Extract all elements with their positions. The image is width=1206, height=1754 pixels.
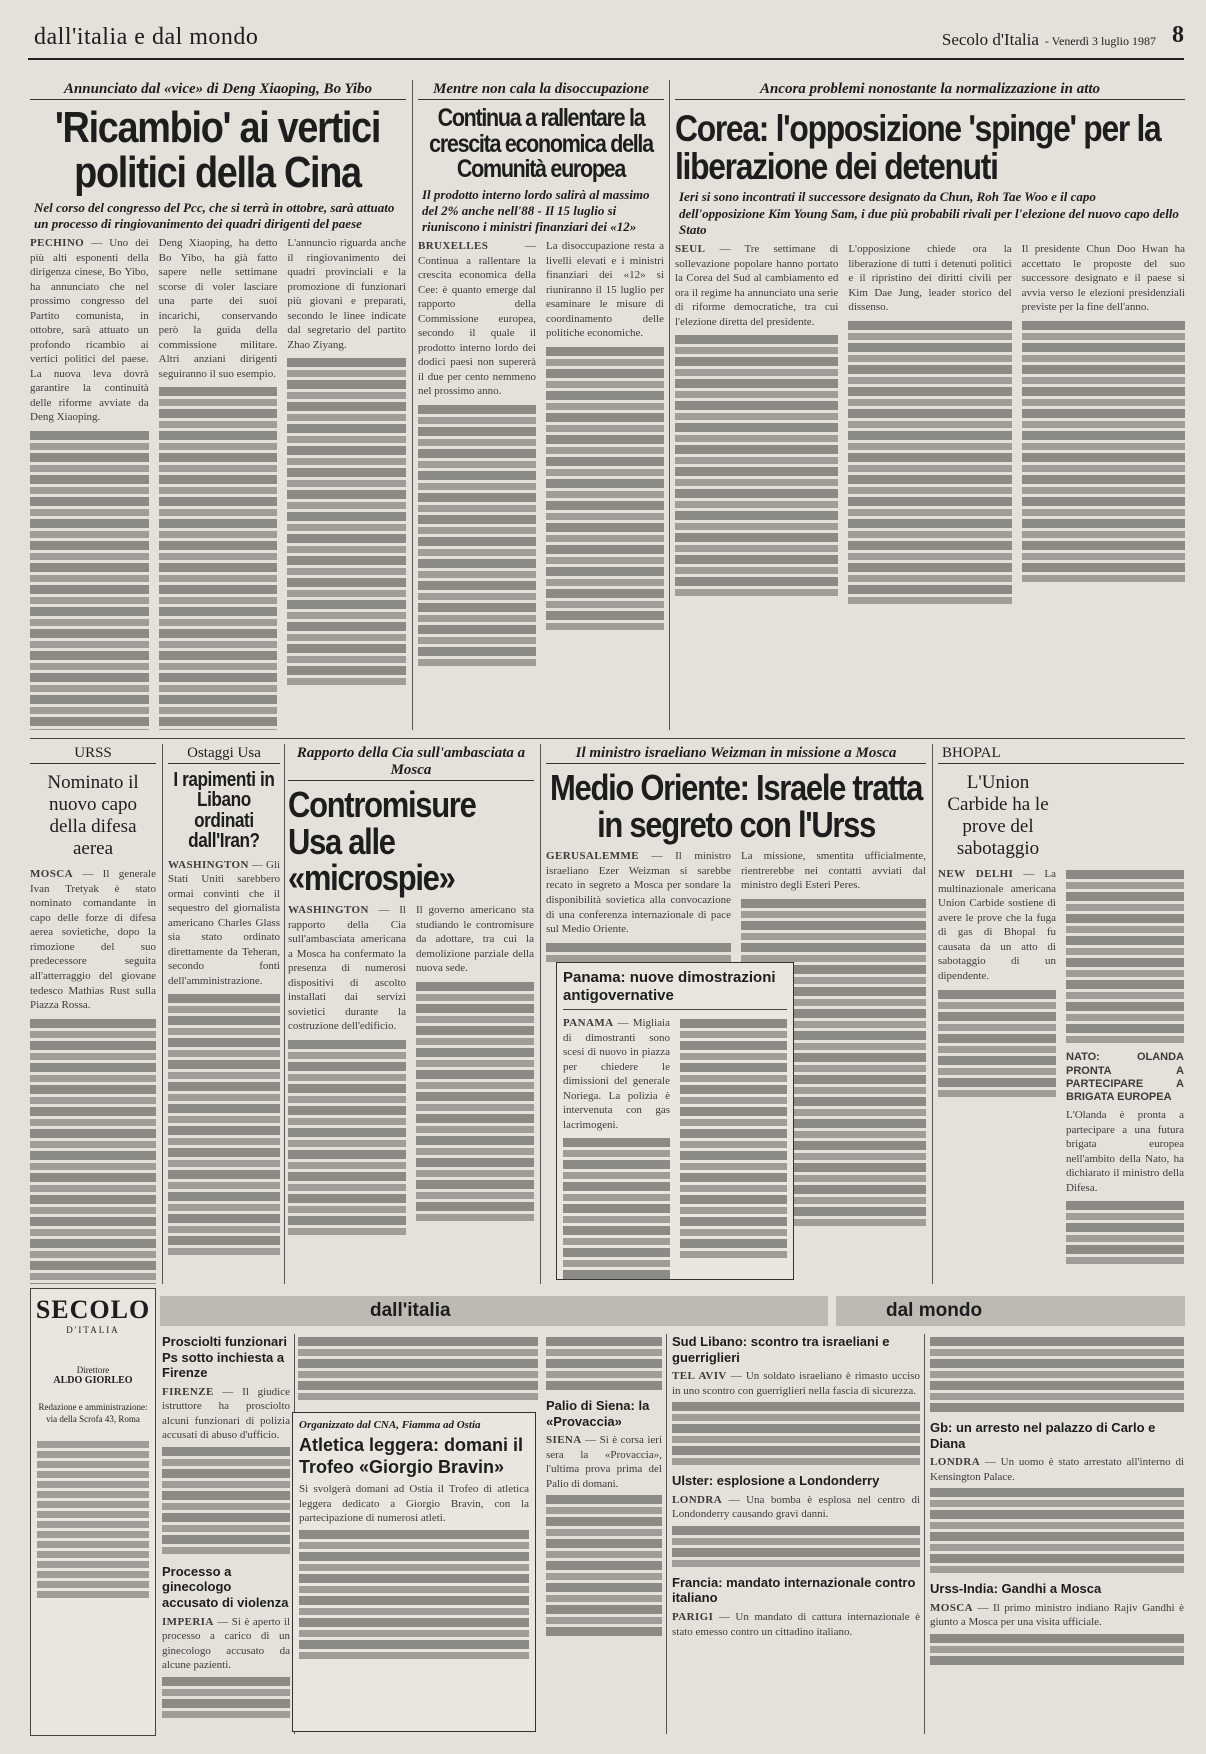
- article-kicker: Annunciato dal «vice» di Deng Xiaoping, Bo Yibo: [30, 80, 406, 100]
- news-dateline: IMPERIA: [162, 1615, 214, 1628]
- mondo-news-column-1: Sud Libano: scontro tra israeliani e guerriglieri TEL AVIV — Un soldato israeliano è rimasto ucciso in uno scontro con guerriglieri nella fascia di sicurezza. Ulster: esplosione a Londonderry LONDRA — Una bomba è esplosa nel centro di Londonderry causando gravi danni. Francia: mandato internazionale contro italiano PARIGI — Un mandato di cattura internazionale è stato emesso contro un cittadino italiano.: [672, 1334, 920, 1638]
- article-headline: L'Union Carbide ha le prove del sabotaggio: [947, 772, 1049, 859]
- article-cia: Rapporto della Cia sull'ambasciata a Mosca Contromisure Usa alle «microspie» WASHINGTON — Il rapporto della Cia sull'ambasciata americana a Mosca ha confermato la presenza di numerosi dispositivi di ascolto installati dai servizi sovietici durante la costruzione dell'edificio. Il governo americano sta studiando le contromisure da adottare, tra cui la demolizione parziale della nuova sede.: [288, 744, 534, 1284]
- article-deck: Ieri si sono incontrati il successore designato da Chun, Roh Tae Woo e il capo dell'opposizione Kim Young Sam, i due più probabili rivali per l'elezione del nuovo capo dello Stato: [679, 189, 1179, 237]
- news-paragraph: Un mandato di cattura internazionale è stato emesso contro un cittadino italiano.: [672, 1611, 920, 1638]
- article-libano: Ostaggi Usa I rapimenti in Libano ordinati dall'Iran? WASHINGTON — Gli Stati Uniti sarebbero ormai convinti che il sequestro del giornalista americano Charles Glass sia stato ordinato direttamente da Teheran, secondo fonti dell'amministrazione.: [168, 744, 280, 1284]
- article-paragraph: Il generale Ivan Tretyak è stato nominato comandante in capo delle forze di difesa aerea sovietiche, dopo la rimozione del suo predecessore seguita all'atterraggio del giovane tedesco Mathias Rust sulla Piazza Rossa.: [30, 868, 156, 1012]
- article-headline: 'Ricambio' ai vertici politici della Cina: [54, 103, 381, 197]
- article-paragraph: Si è corsa ieri sera la «Provaccia», l'ultima prova prima del Palio di domani.: [546, 1434, 662, 1490]
- article-paragraph: Il rapporto della Cia sull'ambasciata americana a Mosca ha confermato la presenza di numerosi dispositivi di ascolto installati dai servizi sovietici durante la costruzione dell'edificio.: [288, 904, 406, 1033]
- page-number: 8: [1172, 22, 1184, 48]
- paper-title: Secolo d'Italia: [941, 30, 1039, 49]
- news-headline: Sud Libano: scontro tra israeliani e guerriglieri: [672, 1334, 890, 1365]
- article-dateline: BRUXELLES: [418, 240, 489, 253]
- article-paragraph: L'annuncio riguarda anche il ringiovanimento dei quadri provinciali e la promozione di funzionari più giovani e preparati, secondo le linee indicate dal segretario del partito Zhao Ziyang.: [287, 237, 406, 351]
- article-kicker: Il ministro israeliano Weizman in missione a Mosca: [546, 744, 926, 764]
- article-dateline: WASHINGTON: [168, 858, 249, 871]
- news-paragraph: Il primo ministro indiano Rajiv Gandhi è giunto a Mosca per una visita ufficiale.: [930, 1601, 1184, 1629]
- article-paragraph: L'Olanda è pronta a partecipare a una futura brigata europea nell'ambito della Nato, ha dichiarato il ministro della Difesa.: [1066, 1109, 1184, 1194]
- article-dateline: WASHINGTON: [288, 904, 369, 917]
- article-paragraph: Il ministro israeliano Ezer Weizman si sarebbe recato in segreto a Mosca per sondare la disponibilità sovietica alla convocazione di una conferenza internazionale di pace sul Medio Oriente.: [546, 850, 732, 936]
- article-deck: Il prodotto interno lordo salirà al massimo del 2% anche nell'88 - Il 15 luglio si riuniscono i ministri finanziari dei «12»: [422, 186, 650, 234]
- article-headline: Continua a rallentare la crescita economica della Comunità europea: [429, 104, 653, 183]
- news-dateline: FIRENZE: [162, 1385, 214, 1398]
- article-paragraph: La missione, smentita ufficialmente, rientrerebbe nei contatti avviati dal ministro degli Esteri Peres.: [741, 850, 926, 892]
- band-mondo: [836, 1296, 1185, 1326]
- director-label: Direttore: [76, 1365, 110, 1375]
- article-dateline: SIENA: [546, 1434, 582, 1447]
- article-kicker: URSS: [30, 744, 156, 764]
- editorial-address: Redazione e amministrazione: via della Scrofa 43, Roma: [38, 1402, 148, 1424]
- secolo-logo-subtitle: D'ITALIA: [66, 1325, 120, 1335]
- article-headline: Palio di Siena: la «Provaccia»: [546, 1398, 650, 1429]
- news-dateline: MOSCA: [930, 1601, 973, 1614]
- article-headline: Nominato il nuovo capo della difesa aerea: [47, 772, 139, 859]
- news-headline: Processo a ginecologo accusato di violenza: [162, 1563, 289, 1611]
- news-headline: Francia: mandato internazionale contro italiano: [672, 1574, 916, 1606]
- news-dateline: LONDRA: [672, 1493, 723, 1506]
- article-paragraph: L'opposizione chiede ora la liberazione di tutti i detenuti politici e il ripristino dei diritti civili per Kim Dae Jung, leader storico del dissenso.: [848, 243, 1012, 314]
- news-paragraph: Il giudice istruttore ha prosciolto alcuni funzionari di polizia accusati di abuso d'ufficio.: [162, 1385, 290, 1442]
- article-headline: Atletica leggera: domani il Trofeo «Giorgio Bravin»: [299, 1435, 524, 1477]
- band-italia-label: dall'italia: [370, 1300, 451, 1321]
- article-headline: I rapimenti in Libano ordinati dall'Iran?: [173, 769, 275, 853]
- article-dateline: MOSCA: [30, 868, 73, 881]
- article-paragraph: Deng Xiaoping, ha detto Bo Yibo, ha già fatto sapere nelle settimane scorse di voler lasciare una parte dei suoi incarichi, conservando però la guida della commissione militare. Altri anziani dirigenti seguiranno il suo esempio.: [158, 237, 278, 380]
- news-dateline: TEL AVIV: [672, 1370, 727, 1383]
- article-urss: URSS Nominato il nuovo capo della difesa aerea MOSCA — Il generale Ivan Tretyak è stato nominato comandante in capo delle forze di difesa aerea sovietiche, dopo la rimozione del suo predecessore seguita all'atterraggio del giovane tedesco Mathias Rust sulla Piazza Rossa.: [30, 744, 156, 1284]
- article-paragraph: La multinazionale americana Union Carbide sostiene di avere le prove che la fuga di gas di Bhopal fu causata da un atto di sabotaggio di un dipendente.: [938, 868, 1057, 982]
- band-mondo-label: dal mondo: [886, 1300, 983, 1321]
- article-paragraph: Tre settimane di sollevazione popolare hanno portato la Corea del Sud al cambiamento ed ora il regime ha annunciato una serie di riforme democratiche, tra cui l'elezione diretta del presidente.: [675, 243, 839, 328]
- italia-news-column: Prosciolti funzionari Ps sotto inchiesta a Firenze FIRENZE — Il giudice istruttore ha prosciolto alcuni funzionari di polizia accusati di abuso d'ufficio. Processo a ginecologo accusato di violenza IMPERIA — Si è aperto il processo a carico di un ginecologo accusato da alcune pazienti.: [162, 1334, 290, 1734]
- article-kicker: Ostaggi Usa: [168, 744, 280, 764]
- article-paragraph: Gli Stati Uniti sarebbero ormai convinti che il sequestro del giornalista americano Charles Glass sia stato ordinato direttamente da Teheran, secondo fonti dell'amministrazione.: [168, 858, 280, 987]
- article-korea: Ancora problemi nonostante la normalizzazione in atto Corea: l'opposizione 'spinge' per la liberazione dei detenuti Ieri si sono incontrati il successore designato da Chun, Roh Tae Woo e il capo dell'opposizione Kim Young Sam, i due più probabili rivali per l'elezione del nuovo capo dello Stato SEUL — Tre settimane di sollevazione popolare hanno portato la Corea del Sud al cambiamento ed ora il regime ha annunciato una serie di riforme democratiche, tra cui l'elezione diretta del presidente. L'opposizione chiede ora la liberazione di tutti i detenuti politici e il ripristino dei diritti civili per Kim Dae Jung, leader storico del dissenso. Il presidente Chun Doo Hwan ha accettato le proposte del suo successore designato e il paese si avvia verso le elezioni presidenziali previste per la fine dell'anno.: [675, 80, 1185, 730]
- article-kicker: Mentre non cala la disoccupazione: [418, 80, 664, 100]
- news-headline: Ulster: esplosione a Londonderry: [672, 1473, 880, 1489]
- italia-continued-text: [298, 1334, 538, 1410]
- article-paragraph: Il governo americano sta studiando le contromisure da adottare, tra cui la demolizione parziale della nuova sede.: [416, 904, 534, 975]
- article-dateline: NEW DELHI: [938, 868, 1014, 881]
- news-paragraph: Un uomo è stato arrestato all'interno di Kensington Palace.: [930, 1456, 1184, 1483]
- secolo-box: [30, 1288, 156, 1736]
- article-paragraph: La disoccupazione resta a livelli elevati e i ministri finanziari dei «12» si riuniranno il 15 luglio per esaminare le misure di coordinamento delle politiche economiche.: [546, 240, 664, 340]
- news-dateline: PARIGI: [672, 1611, 714, 1624]
- article-headline: Contromisure Usa alle «microspie»: [288, 784, 476, 899]
- article-paragraph: Uno dei più alti esponenti della dirigenza cinese, Bo Yibo, ha annunciato che nel prossimo congresso del Partito comunista, in ottobre, sarà attuato un profondo ricambio ai vertici politici del paese. La nuova leva dovrà garantire la continuità delle riforme avviate da Deng Xiaoping.: [30, 237, 149, 424]
- news-paragraph: Un soldato israeliano è rimasto ucciso in uno scontro con guerriglieri nella fascia di sicurezza.: [672, 1370, 920, 1397]
- news-headline: Prosciolti funzionari Ps sotto inchiesta a Firenze: [162, 1334, 287, 1381]
- news-dateline: LONDRA: [930, 1456, 981, 1469]
- secolo-logo: SECOLO: [35, 1295, 151, 1324]
- article-kicker: Organizzato dal CNA, Fiamma ad Ostia: [299, 1419, 481, 1431]
- article-siena: Palio di Siena: la «Provaccia» SIENA — Si è corsa ieri sera la «Provaccia», l'ultima prova prima del Palio di domani.: [546, 1334, 662, 1734]
- article-bhopal: BHOPAL L'Union Carbide ha le prove del sabotaggio NEW DELHI — La multinazionale americana Union Carbide sostiene di avere le prove che la fuga di gas di Bhopal fu causata da un atto di sabotaggio di un dipendente. NATO: OLANDA PRONTA A PARTECIPARE A BRIGATA EUROPEA L'Olanda è pronta a partecipare a una futura brigata europea nell'ambito della Nato, ha dichiarato il ministro della Difesa.: [938, 744, 1184, 1284]
- article-cee: Mentre non cala la disoccupazione Continua a rallentare la crescita economica della Comunità europea Il prodotto interno lordo salirà al massimo del 2% anche nell'88 - Il 15 luglio si riuniscono i ministri finanziari dei «12» BRUXELLES — Continua a rallentare la crescita economica della Cee: è quanto emerge dal rapporto della Commissione europea, secondo il quale il prodotto interno lordo dei dodici paesi non supererà il due per cento nemmeno nel prossimo anno. La disoccupazione resta a livelli elevati e i ministri finanziari dei «12» si riuniranno il 15 luglio per esaminare le misure di coordinamento delle politiche economiche.: [418, 80, 664, 730]
- article-headline: Medio Oriente: Israele tratta in segreto con l'Urss: [550, 767, 923, 845]
- article-deck: Nel corso del congresso del Pcc, che si terrà in ottobre, sarà attuato un processo di ringiovanimento dei quadri dirigenti del paese: [34, 199, 395, 231]
- director-name: ALDO GIORLEO: [53, 1375, 133, 1386]
- article-dateline: SEUL: [675, 243, 706, 256]
- article-paragraph: Migliaia di dimostranti sono scesi di nuovo in piazza per chiedere le dimissioni del generale Noriega. La polizia è intervenuta con gas lacrimogeni.: [563, 1017, 670, 1131]
- article-dateline: PANAMA: [563, 1017, 614, 1029]
- article-headline: NATO: OLANDA PRONTA A PARTECIPARE A BRIGATA EUROPEA: [1066, 1051, 1184, 1103]
- article-paragraph: Continua a rallentare la crescita economica della Cee: è quanto emerge dal rapporto della Commissione europea, secondo il quale il prodotto interno lordo dei dodici paesi non supererà il due per cento nemmeno nel prossimo anno.: [418, 254, 536, 398]
- article-panama: Panama: nuove dimostrazioni antigovernative PANAMA — Migliaia di dimostranti sono scesi di nuovo in piazza per chiedere le dimissioni del generale Noriega. La polizia è intervenuta con gas lacrimogeni.: [556, 962, 794, 1280]
- news-paragraph: Si è aperto il processo a carico di un ginecologo accusato da alcune pazienti.: [162, 1615, 290, 1672]
- mondo-news-column-2: Gb: un arresto nel palazzo di Carlo e Diana LONDRA — Un uomo è stato arrestato all'interno di Kensington Palace. Urss-India: Gandhi a Mosca MOSCA — Il primo ministro indiano Rajiv Gandhi è giunto a Mosca per una visita ufficiale.: [930, 1334, 1184, 1734]
- article-kicker: Ancora problemi nonostante la normalizzazione in atto: [675, 80, 1185, 100]
- article-headline: Panama: nuove dimostrazioni antigovernative: [563, 969, 787, 1010]
- article-paragraph: Il presidente Chun Doo Hwan ha accettato le proposte del suo successore designato e il paese si avvia verso le elezioni presidenziali previste per la fine dell'anno.: [1021, 243, 1185, 314]
- news-paragraph: Una bomba è esplosa nel centro di Londonderry causando gravi danni.: [672, 1493, 920, 1521]
- section-title: dall'italia e dal mondo: [34, 24, 259, 50]
- article-israele: Il ministro israeliano Weizman in missione a Mosca Medio Oriente: Israele tratta in segreto con l'Urss GERUSALEMME — Il ministro israeliano Ezer Weizman si sarebbe recato in segreto a Mosca per sondare la disponibilità sovietica alla convocazione di una conferenza internazionale di pace sul Medio Oriente. La missione, smentita ufficialmente, rientrerebbe nei contatti avviati dal ministro degli Esteri Peres.: [546, 744, 926, 1284]
- article-kicker: BHOPAL: [938, 744, 1184, 764]
- band-italia: [160, 1296, 828, 1326]
- article-dateline: PECHINO: [30, 237, 85, 250]
- news-headline: Urss-India: Gandhi a Mosca: [930, 1581, 1102, 1597]
- article-dateline: GERUSALEMME: [546, 850, 640, 863]
- article-headline: Corea: l'opposizione 'spinge' per la liberazione dei detenuti: [675, 108, 1161, 187]
- article-kicker: Rapporto della Cia sull'ambasciata a Mosca: [288, 744, 534, 781]
- article-atletica: [292, 1412, 536, 1732]
- article-paragraph: Si svolgerà domani ad Ostia il Trofeo di atletica leggera dedicato a Giorgio Bravin, con la partecipazione di numerosi atleti.: [299, 1483, 529, 1525]
- masthead: [28, 22, 1184, 60]
- article-china: Annunciato dal «vice» di Deng Xiaoping, Bo Yibo 'Ricambio' ai vertici politici della Cina Nel corso del congresso del Pcc, che si terrà in ottobre, sarà attuato un processo di ringiovanimento dei quadri dirigenti del paese PECHINO — Uno dei più alti esponenti della dirigenza cinese, Bo Yibo, ha annunciato che nel prossimo congresso del Partito comunista, in ottobre, sarà attuato un profondo ricambio ai vertici politici del paese. La nuova leva dovrà garantire la continuità delle riforme avviate da Deng Xiaoping. Deng Xiaoping, ha detto Bo Yibo, ha già fatto sapere nelle settimane scorse di voler lasciare una parte dei suoi incarichi, conservando però la guida della commissione militare. Altri anziani dirigenti seguiranno il suo esempio. L'annuncio riguarda anche il ringiovanimento dei quadri provinciali e la promozione di funzionari più giovani e preparati, secondo le linee indicate dal segretario del partito Zhao Ziyang.: [30, 80, 406, 730]
- news-headline: Gb: un arresto nel palazzo di Carlo e Diana: [930, 1420, 1156, 1451]
- issue-date: - Venerdì 3 luglio 1987: [1044, 34, 1156, 48]
- paper-name: [942, 30, 1156, 50]
